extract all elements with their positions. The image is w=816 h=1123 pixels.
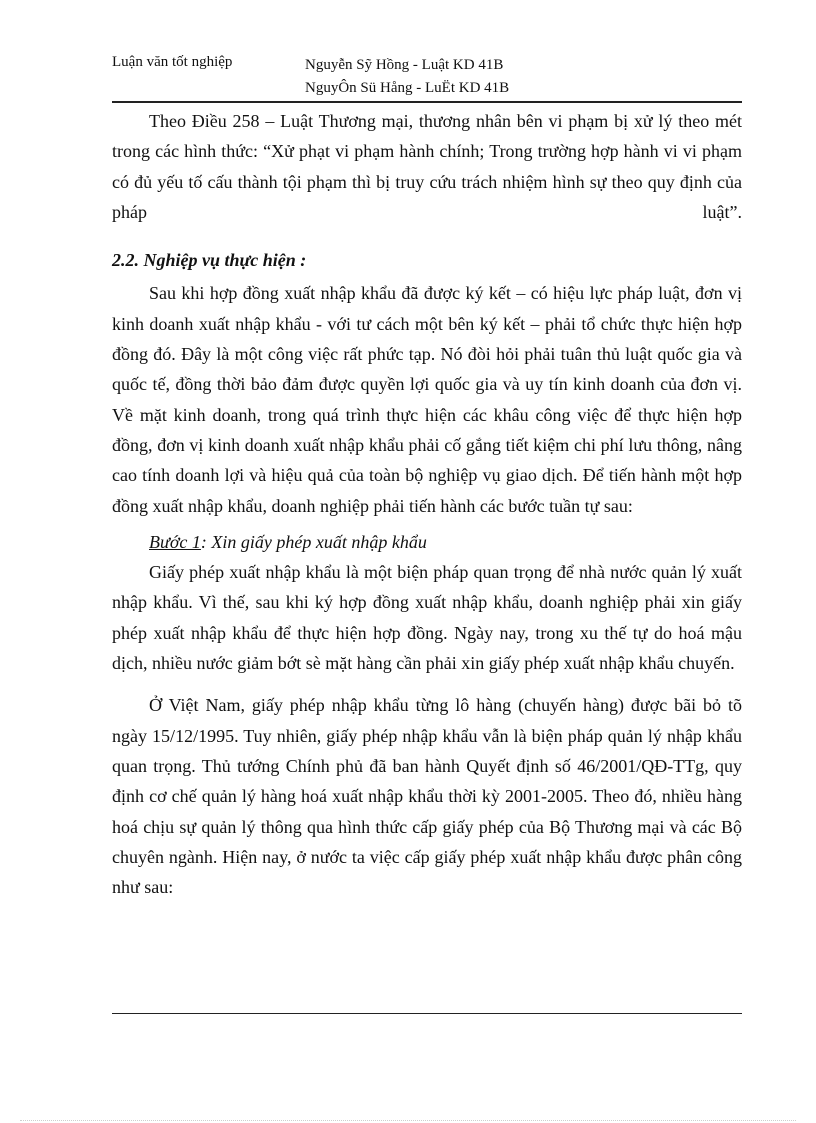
author-line: Nguyễn Sỹ Hồng - Luật KD 41B bbox=[305, 57, 504, 73]
paragraph-intro: Theo Điều 258 – Luật Thương mại, thương nhân bên vi phạm bị xử lý theo mét trong các hình thức: “Xử phạt vi phạm hành chính; Trong trường hợp hành vi vi phạm có đủ yếu tố cấu thành tội phạm thì bị truy cứu trách nhiệm hình sự theo quy định của pháp luật”. bbox=[112, 111, 742, 222]
paragraph-step1: Giấy phép xuất nhập khẩu là một biện pháp quan trọng để nhà nước quản lý xuất nhập khẩu. Vì thế, sau khi ký hợp đồng xuất nhập khẩu, doanh nghiệp phải xin giấy phép xuất nhập khẩu để thực hiện hợp đồng. Ngày nay, trong xu thế tự do hoá mậu dịch, nhiều nước giảm bớt sè mặt hàng cần phải xin giấy phép xuất nhập khẩu chuyến. bbox=[112, 562, 742, 674]
spacer bbox=[112, 227, 742, 239]
step-heading bbox=[112, 527, 742, 557]
step-label: Bước 1 bbox=[149, 531, 201, 552]
spacer bbox=[112, 678, 742, 690]
paragraph-section: Sau khi hợp đồng xuất nhập khẩu đã được ký kết – có hiệu lực pháp luật, đơn vị kinh doanh xuất nhập khẩu - với tư cách một bên ký kết – phải tổ chức thực hiện hợp đồng đó. Đây là một công việc rất phức tạp. Nó đòi hỏi phải tuân thủ luật quốc gia và quốc tế, đồng thời bảo đảm được quyền lợi quốc gia và uy tín kinh doanh của đơn vị. Về mặt kinh doanh, trong quá trình thực hiện các khâu công việc để thực hiện hợp đồng, đơn vị kinh doanh xuất nhập khẩu phải cố gắng tiết kiệm chi phí lưu thông, nâng cao tính doanh lợi và hiệu quả của toàn bộ nghiệp vụ giao dịch. Để tiến hành một hợp đồng xuất nhập khẩu, doanh nghiệp phải tiến hành các bước tuần tự sau: bbox=[112, 283, 742, 516]
paragraph-vietnam: Ở Việt Nam, giấy phép nhập khẩu từng lô hàng (chuyến hàng) được bãi bỏ tõ ngày 15/12/1995. Tuy nhiên, giấy phép nhập khẩu vẫn là biện pháp quản lý nhập khẩu quan trọng. Thủ tướng Chính phủ đã ban hành Quyết định số 46/2001/QĐ-TTg, quy định cơ chế quản lý hàng hoá xuất nhập khẩu thời kỳ 2001-2005. Theo đó, nhiều hàng hoá chịu sự quản lý thông qua hình thức cấp giấy phép của Bộ Thương mại và các Bộ chuyên ngành. Hiện nay, ở nước ta việc cấp giấy phép xuất nhập khẩu được phân công như sau: bbox=[112, 695, 742, 898]
page-edge-dots bbox=[20, 1120, 796, 1121]
section-heading: 2.2. Nghiệp vụ thực hiện : bbox=[112, 250, 307, 271]
author-block bbox=[305, 54, 509, 100]
author-line-legacy-encoding: NguyÔn Sü Hång - LuËt KD 41B bbox=[305, 80, 510, 96]
step-title: : Xin giấy phép xuất nhập khẩu bbox=[200, 531, 427, 552]
header-divider bbox=[112, 101, 742, 103]
thesis-label: Luận văn tốt nghiệp bbox=[112, 54, 233, 70]
footer-divider bbox=[112, 1013, 742, 1014]
document-body bbox=[112, 106, 742, 902]
